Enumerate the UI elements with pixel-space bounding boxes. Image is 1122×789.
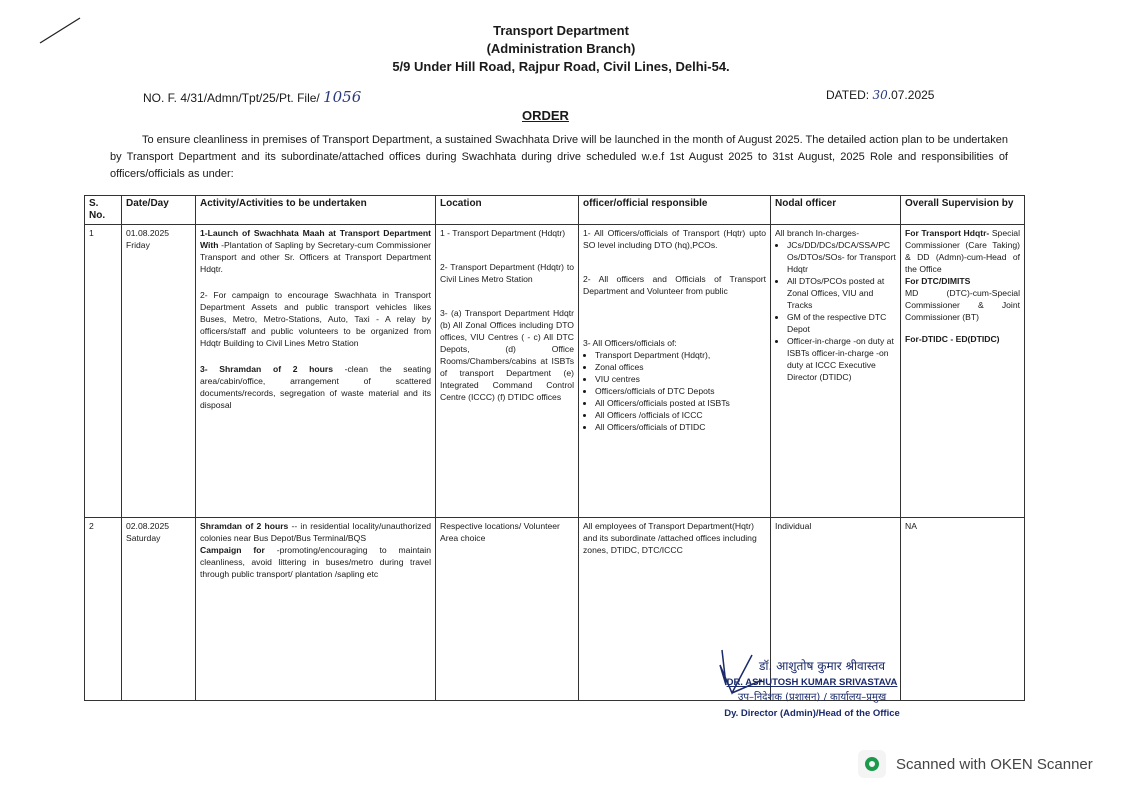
activity-3-text: -clean the seating area/cabin/office, arrangement of scattered documents/records, segregation of waste material and its disposal (200, 364, 431, 410)
officer-1: 1- All Officers/officials of Transport (Hqtr) upto SO level including DTO (hq),PCOs. (583, 228, 766, 250)
cell-supervision: NA (901, 518, 1025, 701)
day: Saturday (126, 533, 161, 543)
cell-activity (196, 225, 436, 518)
file-number-handwritten: 1056 (323, 88, 362, 106)
cell-supervision (901, 225, 1025, 518)
supervision-1 (905, 227, 1020, 275)
officer-3-list (583, 349, 766, 433)
day: Friday (126, 240, 150, 250)
list-item: • GM of the respective DTC Depot (787, 311, 896, 335)
list-item: • All Officers/officials posted at ISBTs (595, 397, 766, 409)
location-1: 1 - Transport Department (Hdqtr) (440, 228, 566, 238)
file-number (143, 88, 361, 106)
date: 01.08.2025 (126, 228, 170, 238)
officer-2: 2- All officers and Officials of Transport Department and Volunteer from public (583, 274, 766, 296)
date-line (826, 88, 934, 102)
watermark-text: Scanned with OKEN Scanner (896, 755, 1093, 773)
location-2: 2- Transport Department (Hdqtr) to Civil Lines Metro Station (440, 262, 574, 284)
list-item: • Officers/officials of DTC Depots (595, 385, 766, 397)
officer-3: 3- All Officers/officials of: (583, 338, 677, 348)
branch-name: (Administration Branch) (486, 41, 636, 56)
list-item: • All Officers /officials of ICCC (595, 409, 766, 421)
cell-officer (579, 225, 771, 518)
signatory-hindi-name: डॉ. आशुतोष कुमार श्रीवास्तव (758, 659, 886, 673)
col-date: Date/Day (122, 196, 196, 225)
supervision-3: For-DTIDC - ED(DTIDC) (905, 334, 1000, 344)
activity-1 (200, 227, 431, 275)
cell-activity (196, 518, 436, 701)
list-item: • All DTOs/PCOs posted at Zonal Offices, VIU and Tracks (787, 275, 896, 311)
list-item: • VIU centres (595, 373, 766, 385)
nodal-intro: All branch In-charges- (775, 228, 860, 238)
cell-sno: 2 (85, 518, 122, 701)
signatory-name: DR. ASHUTOSH KUMAR SRIVASTAVA (726, 677, 898, 688)
col-supervision: Overall Supervision by (901, 196, 1025, 225)
table-row (85, 225, 1025, 518)
file-number-prefix: NO. F. 4/31/Admn/Tpt/25/Pt. File/ (143, 91, 320, 105)
date: 02.08.2025 (126, 521, 170, 531)
cell-date (122, 518, 196, 701)
cell-nodal: Individual (771, 518, 901, 701)
nodal-list (775, 239, 896, 383)
oken-logo-icon (858, 750, 886, 778)
list-item: • Officer-in-charge -on duty at ISBTs officer-in-charge -on duty at ICCC Executive Director (DTIDC) (787, 335, 896, 383)
activity-2-text: -promoting/encouraging to maintain cleanliness, avoid littering in buses/metro during travel through public transport/ plantation /sapling etc (200, 545, 431, 579)
list-item: • Zonal offices (595, 361, 766, 373)
activity-1-bold: 1-Launch of Swachhata Maah at Transport Department With (200, 228, 431, 250)
activity-1-text: -- in residential locality/unauthorized colonies near Bus Depot/Bus Terminal/BQS (200, 521, 432, 543)
dated-rest: .07.2025 (887, 88, 935, 102)
col-nodal: Nodal officer (771, 196, 901, 225)
table-header-row (85, 196, 1025, 225)
col-sno: S. No. (85, 196, 122, 225)
activity-3-bold: 3- Shramdan of 2 hours (200, 364, 333, 374)
col-officer: officer/official responsible (579, 196, 771, 225)
col-activity: Activity/Activities to be undertaken (196, 196, 436, 225)
supervision-2-text: MD (DTC)-cum-Special Commissioner & Joint Commissioner (BT) (905, 288, 1020, 322)
activity-2 (200, 544, 431, 580)
activity-3 (200, 363, 431, 411)
list-item: • JCs/DD/DCs/DCA/SSA/PCOs/DTOs/SOs- for Transport Hdqtr (787, 239, 896, 275)
supervision-1-text: Special Commissioner (Care Taking) & DD (Admn)-cum-Head of the Office (905, 228, 1021, 274)
cell-location (436, 225, 579, 518)
activity-1-text: -Plantation of Sapling by Secretary-cum Commissioner Transport and other Sr. Officers at Transport Department Hdqtr. (200, 240, 431, 274)
list-item: • All Officers/officials of DTIDC (595, 421, 766, 433)
signature-block (712, 645, 912, 729)
activity-1-bold: Shramdan of 2 hours (200, 521, 289, 531)
cell-nodal (771, 225, 901, 518)
location-3: 3- (a) Transport Department Hdqtr (b) All Zonal Offices including DTO offices, VIU Centres ( - c) All DTC Depots, (d) Office Rooms/Chambers/cabins at ISBTs of transport Department (e) Integrated Command Control Centre (ICCC) (f) DTIDC offices (440, 308, 574, 402)
signatory-designation: Dy. Director (Admin)/Head of the Office (724, 708, 900, 719)
cell-location: Respective locations/ Volunteer Area choice (436, 518, 579, 701)
scanner-watermark (858, 750, 1093, 778)
intro-paragraph: To ensure cleanliness in premises of Transport Department, a sustained Swachhata Drive will be launched in the month of August 2025. The detailed action plan to be undertaken by Transport Department and its subordinate/attached offices during Swachhata during drive scheduled w.e.f 1st August 2025 to 31st August, 2025 Role and responsibilities of officers/officials as under: (110, 134, 1008, 180)
cell-officer: All employees of Transport Department(Hqtr) and its subordinate /attached offices including zones, DTIDC, DTC/ICCC (579, 518, 771, 701)
activity-1 (200, 520, 431, 544)
dept-name: Transport Department (493, 23, 629, 38)
order-title: ORDER (522, 108, 569, 123)
col-location: Location (436, 196, 579, 225)
activity-2: 2- For campaign to encourage Swachhata in Transport Department Assets and public transport vehicles likes Buses, Metro, Metro-Stations, Auto, Taxi - A relay by officers/staff and public volunteers to be organized from Hdqtr Building to Civil Lines Metro Station (200, 290, 431, 348)
action-plan-table (84, 195, 1025, 701)
cell-sno: 1 (85, 225, 122, 518)
list-item: • Transport Department (Hdqtr), (595, 349, 766, 361)
activity-2-bold: Campaign for (200, 545, 265, 555)
dated-label: DATED: (826, 88, 870, 102)
dated-handwritten: 30 (872, 88, 888, 102)
address: 5/9 Under Hill Road, Rajpur Road, Civil Lines, Delhi-54. (392, 59, 730, 74)
cell-date (122, 225, 196, 518)
supervision-2-bold: For DTC/DIMITS (905, 276, 971, 286)
supervision-1-bold: For Transport Hdqtr- (905, 228, 990, 238)
signatory-hindi-designation: उप–निदेशक (प्रशासन) / कार्यालय–प्रमुख (737, 692, 887, 703)
